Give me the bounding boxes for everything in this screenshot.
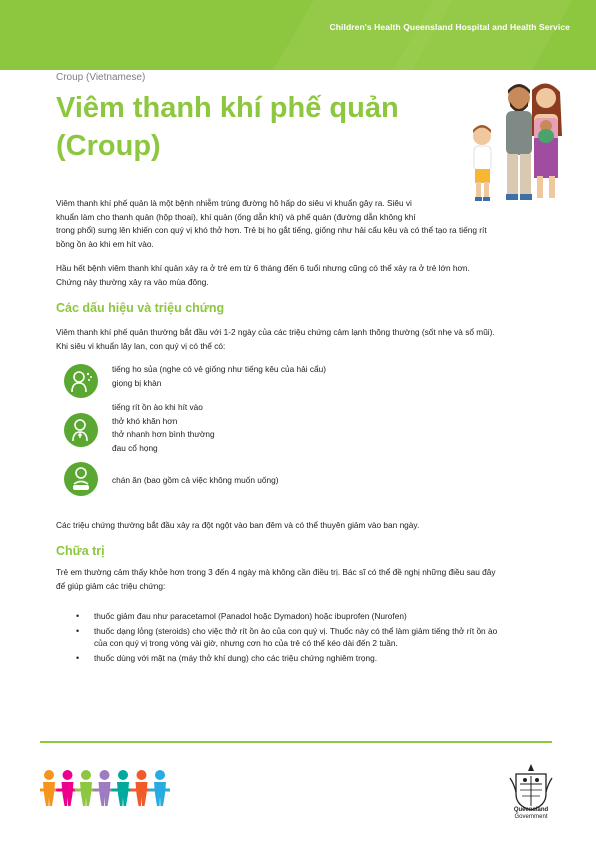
intro-paragraph-1: Viêm thanh khí phế quản là một bệnh nhiễm trùng đường hô hấp do siêu vi khuẩn gây ra. Siêu vi khuẩn làm cho thanh quản (hộp thoại), khí quản (ống dẫn khí) và phế quản (đường dẫn không khí trong phổi) sưng lên khiến con quý vị khó thở hơn. Trẻ bị ho gắt tiếng, giống như hải cẩu kêu và có thể tạo ra tiếng rít bồng ồn ào khi em hít vào. bbox=[56, 198, 487, 249]
breathing-child-icon bbox=[64, 413, 98, 447]
eating-child-icon bbox=[64, 462, 98, 496]
coughing-child-icon bbox=[64, 364, 98, 398]
children-chain-logo bbox=[40, 766, 170, 808]
title-line-1: Viêm thanh khí phế quản bbox=[56, 92, 399, 124]
child-figure bbox=[113, 770, 133, 806]
treatment-intro: Trẻ em thường cảm thấy khỏe hơn trong 3 đến 4 ngày mà không cần điều trị. Bác sĩ có thể đề nghị những điều sau đây để giúp giảm các triệu chứng: bbox=[56, 567, 496, 591]
child-figure bbox=[58, 770, 78, 806]
queensland-government-label: Queensland Government bbox=[513, 807, 549, 820]
symptom-group-3: chán ăn (bao gồm cả việc không muốn uống) bbox=[112, 475, 279, 485]
list-item: • thuốc dạng lỏng (steroids) cho việc thở rít ồn ào của con quý vị. Thuốc này có thể làm giảm tiếng thở rít ồn ào của con quý vị trong vòng vài giờ, nhưng cơn ho của trẻ có thể kéo dài đến 2 tuần. bbox=[76, 625, 498, 648]
bullet: • bbox=[76, 652, 80, 663]
family-illustration bbox=[462, 76, 574, 216]
organization-name: Children's Health Queensland Hospital and Health Service bbox=[329, 22, 570, 32]
treatment-heading: Chữa trị bbox=[56, 544, 105, 558]
header-banner bbox=[0, 0, 596, 70]
list-item: • thuốc giảm đau như paracetamol (Panadol hoặc Dymadon) hoặc ibuprofen (Nurofen) bbox=[76, 611, 407, 621]
title-line-2: (Croup) bbox=[56, 130, 161, 162]
intro-paragraph-2: Hầu hết bệnh viêm thanh khí quản xảy ra ở trẻ em từ 6 tháng đến 6 tuổi nhưng cũng có thể xảy ra ở trẻ lớn hơn. Chứng này thường xảy ra vào mùa đông. bbox=[56, 263, 470, 287]
symptoms-heading: Các dấu hiệu và triệu chứng bbox=[56, 301, 225, 315]
child-figure bbox=[132, 770, 152, 806]
child-figure bbox=[150, 770, 170, 806]
language-tag: Croup (Vietnamese) bbox=[56, 72, 146, 83]
treatment-list bbox=[56, 610, 544, 666]
footer-rule bbox=[40, 741, 552, 743]
child-figure bbox=[76, 770, 96, 806]
list-item: • thuốc dùng với mặt nạ (máy thở khí dung) cho các triệu chứng nghiêm trọng. bbox=[76, 652, 378, 663]
symptom-group-2: tiếng rít ồn ào khi hít vào thở khó khăn hơn thở nhanh hơn bình thường đau cổ họng bbox=[112, 402, 215, 453]
page-title bbox=[56, 89, 476, 165]
symptoms-note: Các triệu chứng thường bắt đầu xảy ra đột ngột vào ban đêm và có thể thuyên giảm vào ban ngày. bbox=[56, 520, 420, 530]
bullet: • bbox=[76, 611, 80, 621]
symptoms-intro: Viêm thanh khí phế quản thường bắt đầu với 1-2 ngày của các triệu chứng cảm lạnh thông thường (sốt nhẹ và sổ mũi). Khi siêu vi khuẩn lây lan, con quý vị có thể có: bbox=[56, 327, 495, 351]
symptom-group-1: tiếng ho sủa (nghe có vẻ giống như tiếng kêu của hải cẩu) giọng bị khàn bbox=[112, 364, 327, 388]
bullet: • bbox=[76, 625, 80, 636]
child-figure bbox=[40, 770, 59, 806]
child-figure bbox=[95, 770, 115, 806]
